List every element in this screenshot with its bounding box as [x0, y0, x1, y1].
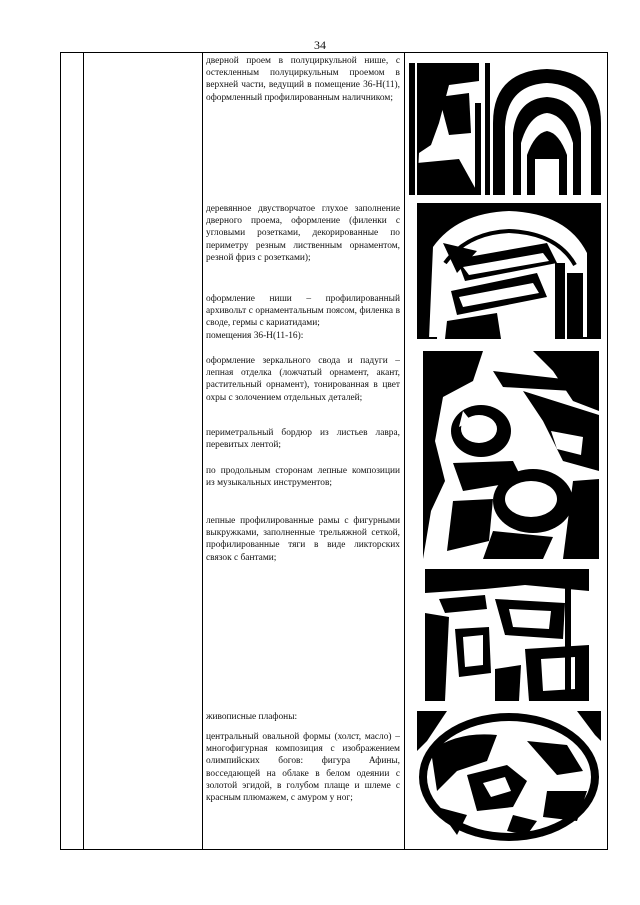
description-cell-doorway	[206, 55, 400, 104]
description-cell-niche	[206, 293, 400, 342]
description-cell-instruments	[206, 465, 400, 489]
description-paragraph: периметральный бордюр из листьев лавра, перевитых лентой;	[206, 428, 400, 451]
description-cell-plafonds-heading	[206, 711, 400, 723]
column-divider	[404, 53, 405, 849]
description-paragraph: оформление ниши – профилированный архивольт с орнаментальным поясом, филенка в своде, гермы с кариатидами;	[206, 294, 400, 329]
stucco-frames-photo	[425, 569, 589, 701]
description-cell-door-niche	[206, 203, 400, 264]
description-paragraph: дверной проем в полуциркульной нише, с остекленным полуциркульным проемом в верхней части, ведущий в помещение 36-Н(11), оформленный профилированным наличником;	[206, 56, 400, 103]
description-paragraph: деревянное двустворчатое глухое заполнение дверного проема, оформление (филенки с угловыми розетками, декорированные по периметру резным лиственным орнаментом, резной фриз с розетками);	[206, 204, 400, 263]
description-paragraph: живописные плафоны:	[206, 712, 298, 722]
column-divider	[202, 53, 203, 849]
page-number: 34	[314, 38, 326, 52]
description-paragraph: помещения 36-Н(11-16):	[206, 330, 304, 341]
doorway-photo	[409, 63, 603, 195]
description-paragraph: оформление зеркального свода и падуги – лепная отделка (ложчатый орнамент, акант, растительный орнамент), тонированная в цвет охры с золочением отдельных деталей;	[206, 356, 400, 403]
door-niche-photo	[417, 203, 601, 339]
central-plafond-photo	[417, 711, 601, 845]
description-paragraph: лепные профилированные рамы с фигурными выкружками, заполненные трельяжной сеткой, профилированные тяги в виде ликторских связок с бантами;	[206, 516, 400, 563]
description-cell-vault	[206, 355, 400, 404]
monument-description-table	[60, 52, 608, 850]
vault-decoration-photo	[423, 351, 599, 559]
description-cell-frames	[206, 515, 400, 564]
description-cell-central-plafond	[206, 731, 400, 804]
description-cell-border	[206, 427, 400, 451]
description-paragraph: центральный овальной формы (холст, масло) – многофигурная композиция с изображением олимпийских богов: фигура Афины, восседающей на облаке в белом одеянии с золотой эгидой, в голубом плаще и шлеме с красным плюмажем, с амуром у ног;	[206, 732, 400, 804]
column-divider	[83, 53, 84, 849]
description-paragraph: по продольным сторонам лепные композиции из музыкальных инструментов;	[206, 466, 400, 489]
